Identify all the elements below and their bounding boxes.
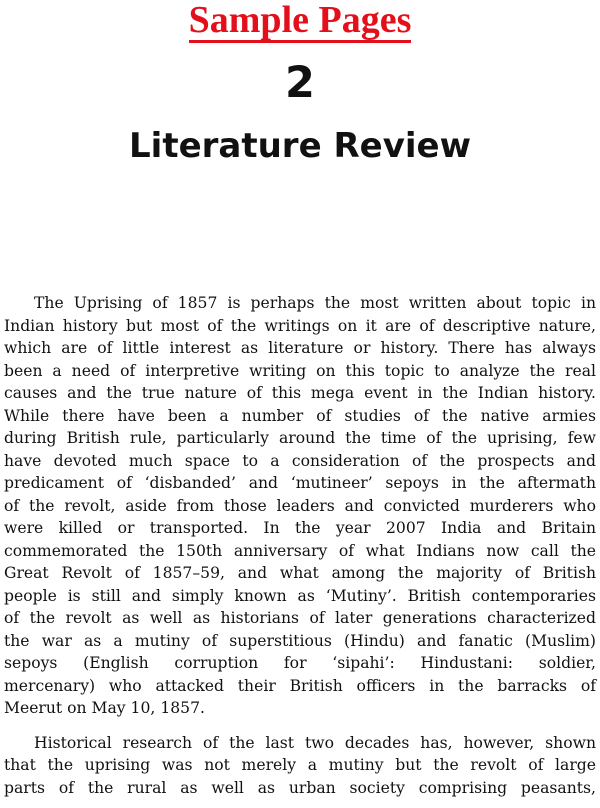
- body-text: [4, 292, 596, 799]
- text-line: Great Revolt of 1857–59, and what among the majority of British: [4, 564, 596, 582]
- text-line: predicament of ‘disbanded’ and ‘mutineer’ sepoys in the aftermath: [4, 474, 596, 492]
- text-line: mercenary) who attacked their British officers in the barracks of: [4, 676, 596, 695]
- chapter-title: Literature Review: [129, 126, 471, 166]
- text-line: Indian history but most of the writings on it are of descriptive nature,: [4, 316, 596, 335]
- paragraph-1: [4, 292, 596, 720]
- text-line: have devoted much space to a consideration of the prospects and: [4, 451, 596, 470]
- sample-pages-banner: [0, 2, 600, 43]
- paragraph-2: [4, 732, 596, 800]
- text-line: sepoys (English corruption for ‘sipahi’: Hindustani: soldier,: [4, 654, 596, 672]
- text-line: commemorated the 150th anniversary of what Indians now call the: [4, 541, 596, 560]
- text-line: of the revolt, aside from those leaders and convicted murderers who: [4, 496, 596, 515]
- text-line: were killed or transported. In the year 2007 India and Britain: [4, 519, 596, 537]
- text-line: causes and the true nature of this mega event in the Indian history.: [4, 384, 596, 402]
- text-line: of the revolt as well as historians of later generations characterized: [4, 609, 596, 627]
- text-line: been a need of interpretive writing on this topic to analyze the real: [4, 361, 596, 380]
- text-line: which are of little interest as literature or history. There has always: [4, 339, 596, 357]
- text-line: that the uprising was not merely a mutiny but the revolt of large: [4, 756, 596, 774]
- text-line: parts of the rural as well as urban society comprising peasants,: [4, 778, 596, 797]
- banner-label: Sample Pages: [188, 0, 412, 41]
- text-line: during British rule, particularly around the time of the uprising, few: [4, 429, 596, 447]
- text-line: While there have been a number of studies of the native armies: [4, 406, 596, 425]
- text-line: Historical research of the last two decades has, however, shown: [34, 733, 596, 752]
- chapter-number: 2: [285, 58, 315, 108]
- text-line: the war as a mutiny of superstitious (Hindu) and fanatic (Muslim): [4, 631, 596, 650]
- text-line: Meerut on May 10, 1857.: [4, 699, 205, 717]
- text-line: The Uprising of 1857 is perhaps the most written about topic in: [34, 294, 596, 312]
- text-line: people is still and simply known as ‘Mutiny’. British contemporaries: [4, 586, 596, 605]
